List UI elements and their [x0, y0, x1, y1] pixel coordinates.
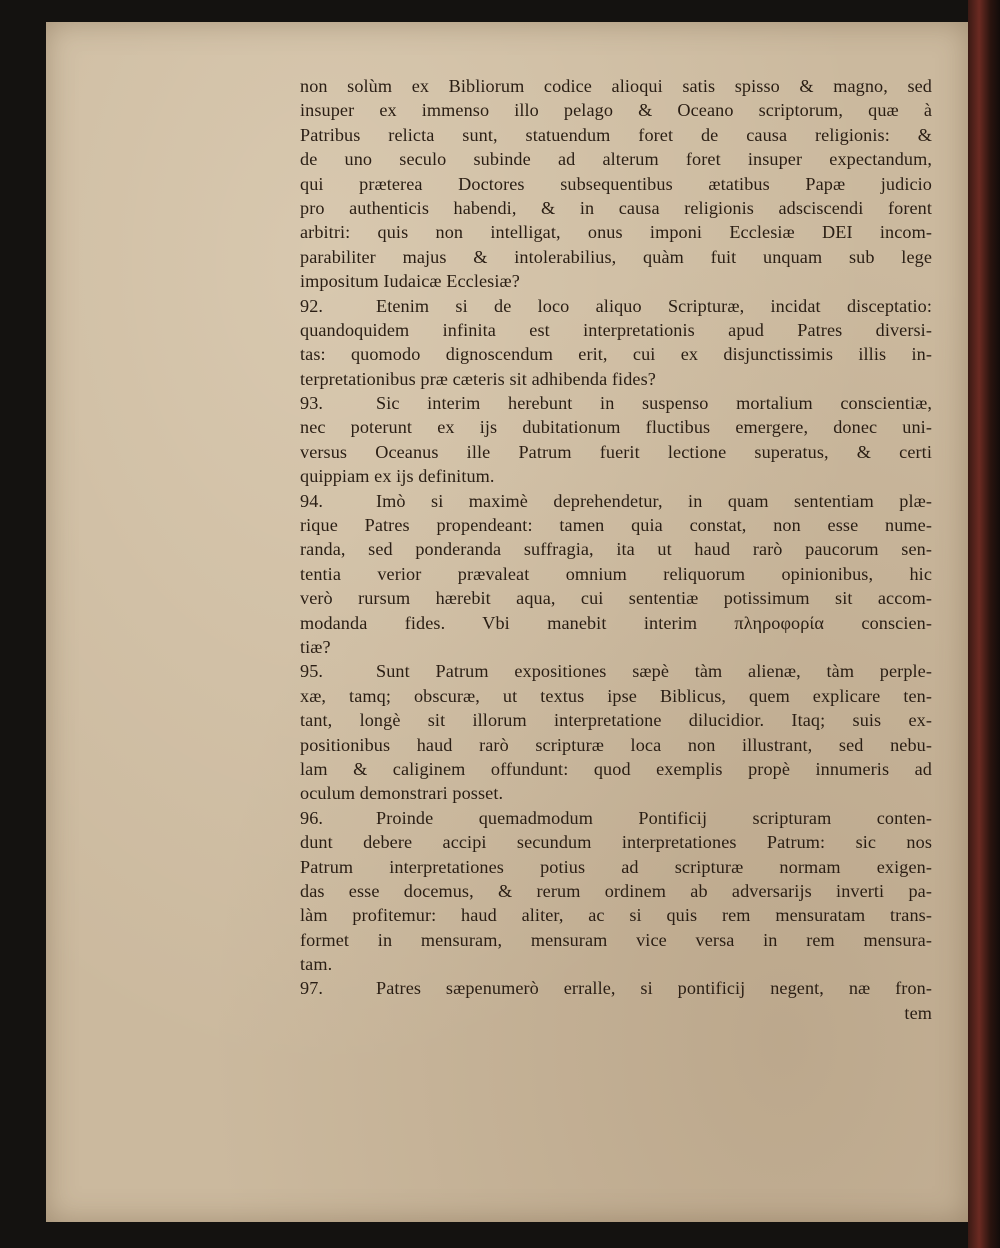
- text-line: [300, 391, 932, 415]
- line-text: impositum Iudaicæ Ecclesiæ?: [300, 271, 520, 292]
- line-text: nec poterunt ex ijs dubitationum fluctibus emergere, donec uni-: [300, 417, 932, 438]
- line-text: Patribus relicta sunt, statuendum foret de causa religionis: &: [300, 124, 932, 145]
- paragraph-number: 95.: [300, 661, 324, 682]
- text-line: [300, 342, 932, 366]
- text-line: [300, 757, 932, 781]
- text-line: [300, 952, 932, 976]
- line-text: rique Patres propendeant: tamen quia constat, non esse nume-: [300, 515, 932, 536]
- text-line: [300, 74, 932, 98]
- text-line: [300, 98, 932, 122]
- text-line: [300, 245, 932, 269]
- line-text: Sunt Patrum expositiones sæpè tàm alienæ, tàm perple-: [376, 661, 932, 682]
- line-text: pro authenticis habendi, & in causa religionis adsciscendi forent: [300, 197, 932, 218]
- paragraph-number: 93.: [300, 393, 324, 414]
- text-line: [300, 684, 932, 708]
- text-line: [300, 294, 932, 318]
- line-text: dunt debere accipi secundum interpretationes Patrum: sic nos: [300, 832, 932, 853]
- line-text: verò rursum hærebit aqua, cui sententiæ potissimum sit accom-: [300, 588, 932, 609]
- text-line: [300, 415, 932, 439]
- text-line: [300, 879, 932, 903]
- line-text: Proinde quemadmodum Pontificij scripturam conten-: [376, 807, 932, 828]
- line-text: tas: quomodo dignoscendum erit, cui ex disjunctissimis illis in-: [300, 344, 932, 365]
- text-line: [300, 855, 932, 879]
- paragraph-number: 96.: [300, 807, 324, 828]
- line-text: formet in mensuram, mensuram vice versa in rem mensura-: [300, 929, 932, 950]
- text-line: [300, 733, 932, 757]
- line-text: Etenim si de loco aliquo Scripturæ, incidat disceptatio:: [376, 295, 932, 316]
- text-line: [300, 440, 932, 464]
- line-text: das esse docemus, & rerum ordinem ab adversarijs inverti pa-: [300, 880, 932, 901]
- paragraph-number: 92.: [300, 295, 324, 316]
- text-line: [300, 806, 932, 830]
- text-line: [300, 781, 932, 805]
- text-line: [300, 903, 932, 927]
- line-text: quippiam ex ijs definitum.: [300, 466, 495, 487]
- text-line: [300, 367, 932, 391]
- paragraph-number: 94.: [300, 490, 324, 511]
- line-text: qui præterea Doctores subsequentibus ætatibus Papæ judicio: [300, 173, 932, 194]
- text-line: [300, 659, 932, 683]
- line-text: Patrum interpretationes potius ad scripturæ normam exigen-: [300, 856, 932, 877]
- line-text: quandoquidem infinita est interpretationis apud Patres diversi-: [300, 319, 932, 340]
- line-text: insuper ex immenso illo pelago & Oceano scriptorum, quæ à: [300, 100, 932, 121]
- text-line: [300, 464, 932, 488]
- line-text: modanda fides. Vbi manebit interim πληροφορία conscien-: [300, 612, 932, 633]
- line-text: randa, sed ponderanda suffragia, ita ut haud rarò paucorum sen-: [300, 539, 932, 560]
- text-line: [300, 708, 932, 732]
- binding-edge: [968, 0, 1000, 1248]
- text-line: [300, 635, 932, 659]
- text-line: [300, 489, 932, 513]
- line-text: tam.: [300, 954, 333, 975]
- text-line: [300, 318, 932, 342]
- text-block: [300, 74, 932, 1025]
- text-line: [300, 537, 932, 561]
- line-text: de uno seculo subinde ad alterum foret insuper expectandum,: [300, 149, 932, 170]
- text-line: [300, 562, 932, 586]
- line-text: xæ, tamq; obscuræ, ut textus ipse Biblicus, quem explicare ten-: [300, 685, 932, 706]
- text-line: [300, 830, 932, 854]
- text-line: [300, 123, 932, 147]
- text-line: [300, 196, 932, 220]
- paragraph-number: 97.: [300, 978, 324, 999]
- text-line: [300, 147, 932, 171]
- text-line: [300, 220, 932, 244]
- line-text: arbitri: quis non intelligat, onus imponi Ecclesiæ DEI incom-: [300, 222, 932, 243]
- line-text: non solùm ex Bibliorum codice alioqui satis spisso & magno, sed: [300, 76, 932, 96]
- catchword: tem: [904, 1002, 932, 1023]
- line-text: tiæ?: [300, 636, 331, 657]
- line-text: oculum demonstrari posset.: [300, 783, 504, 804]
- line-text: tentia verior prævaleat omnium reliquorum opinionibus, hic: [300, 563, 932, 584]
- text-line: [300, 976, 932, 1000]
- line-text: parabiliter majus & intolerabilius, quàm fuit unquam sub lege: [300, 246, 932, 267]
- text-line: [300, 269, 932, 293]
- line-text: tant, longè sit illorum interpretatione dilucidior. Itaq; suis ex-: [300, 710, 932, 731]
- text-line: [300, 611, 932, 635]
- line-text: làm profitemur: haud aliter, ac si quis rem mensuratam trans-: [300, 905, 932, 926]
- text-line: [300, 586, 932, 610]
- line-text: Sic interim herebunt in suspenso mortalium conscientiæ,: [376, 393, 932, 414]
- text-line: [300, 172, 932, 196]
- line-text: Patres sæpenumerò erralle, si pontificij negent, næ fron-: [376, 978, 932, 999]
- line-text: Imò si maximè deprehendetur, in quam sententiam plæ-: [376, 490, 932, 511]
- text-line: [300, 513, 932, 537]
- line-text: terpretationibus præ cæteris sit adhibenda fides?: [300, 368, 656, 389]
- line-text: versus Oceanus ille Patrum fuerit lectione superatus, & certi: [300, 441, 932, 462]
- line-text: lam & caliginem offundunt: quod exemplis propè innumeris ad: [300, 758, 932, 779]
- text-line: [300, 928, 932, 952]
- line-text: positionibus haud rarò scripturæ loca non illustrant, sed nebu-: [300, 734, 932, 755]
